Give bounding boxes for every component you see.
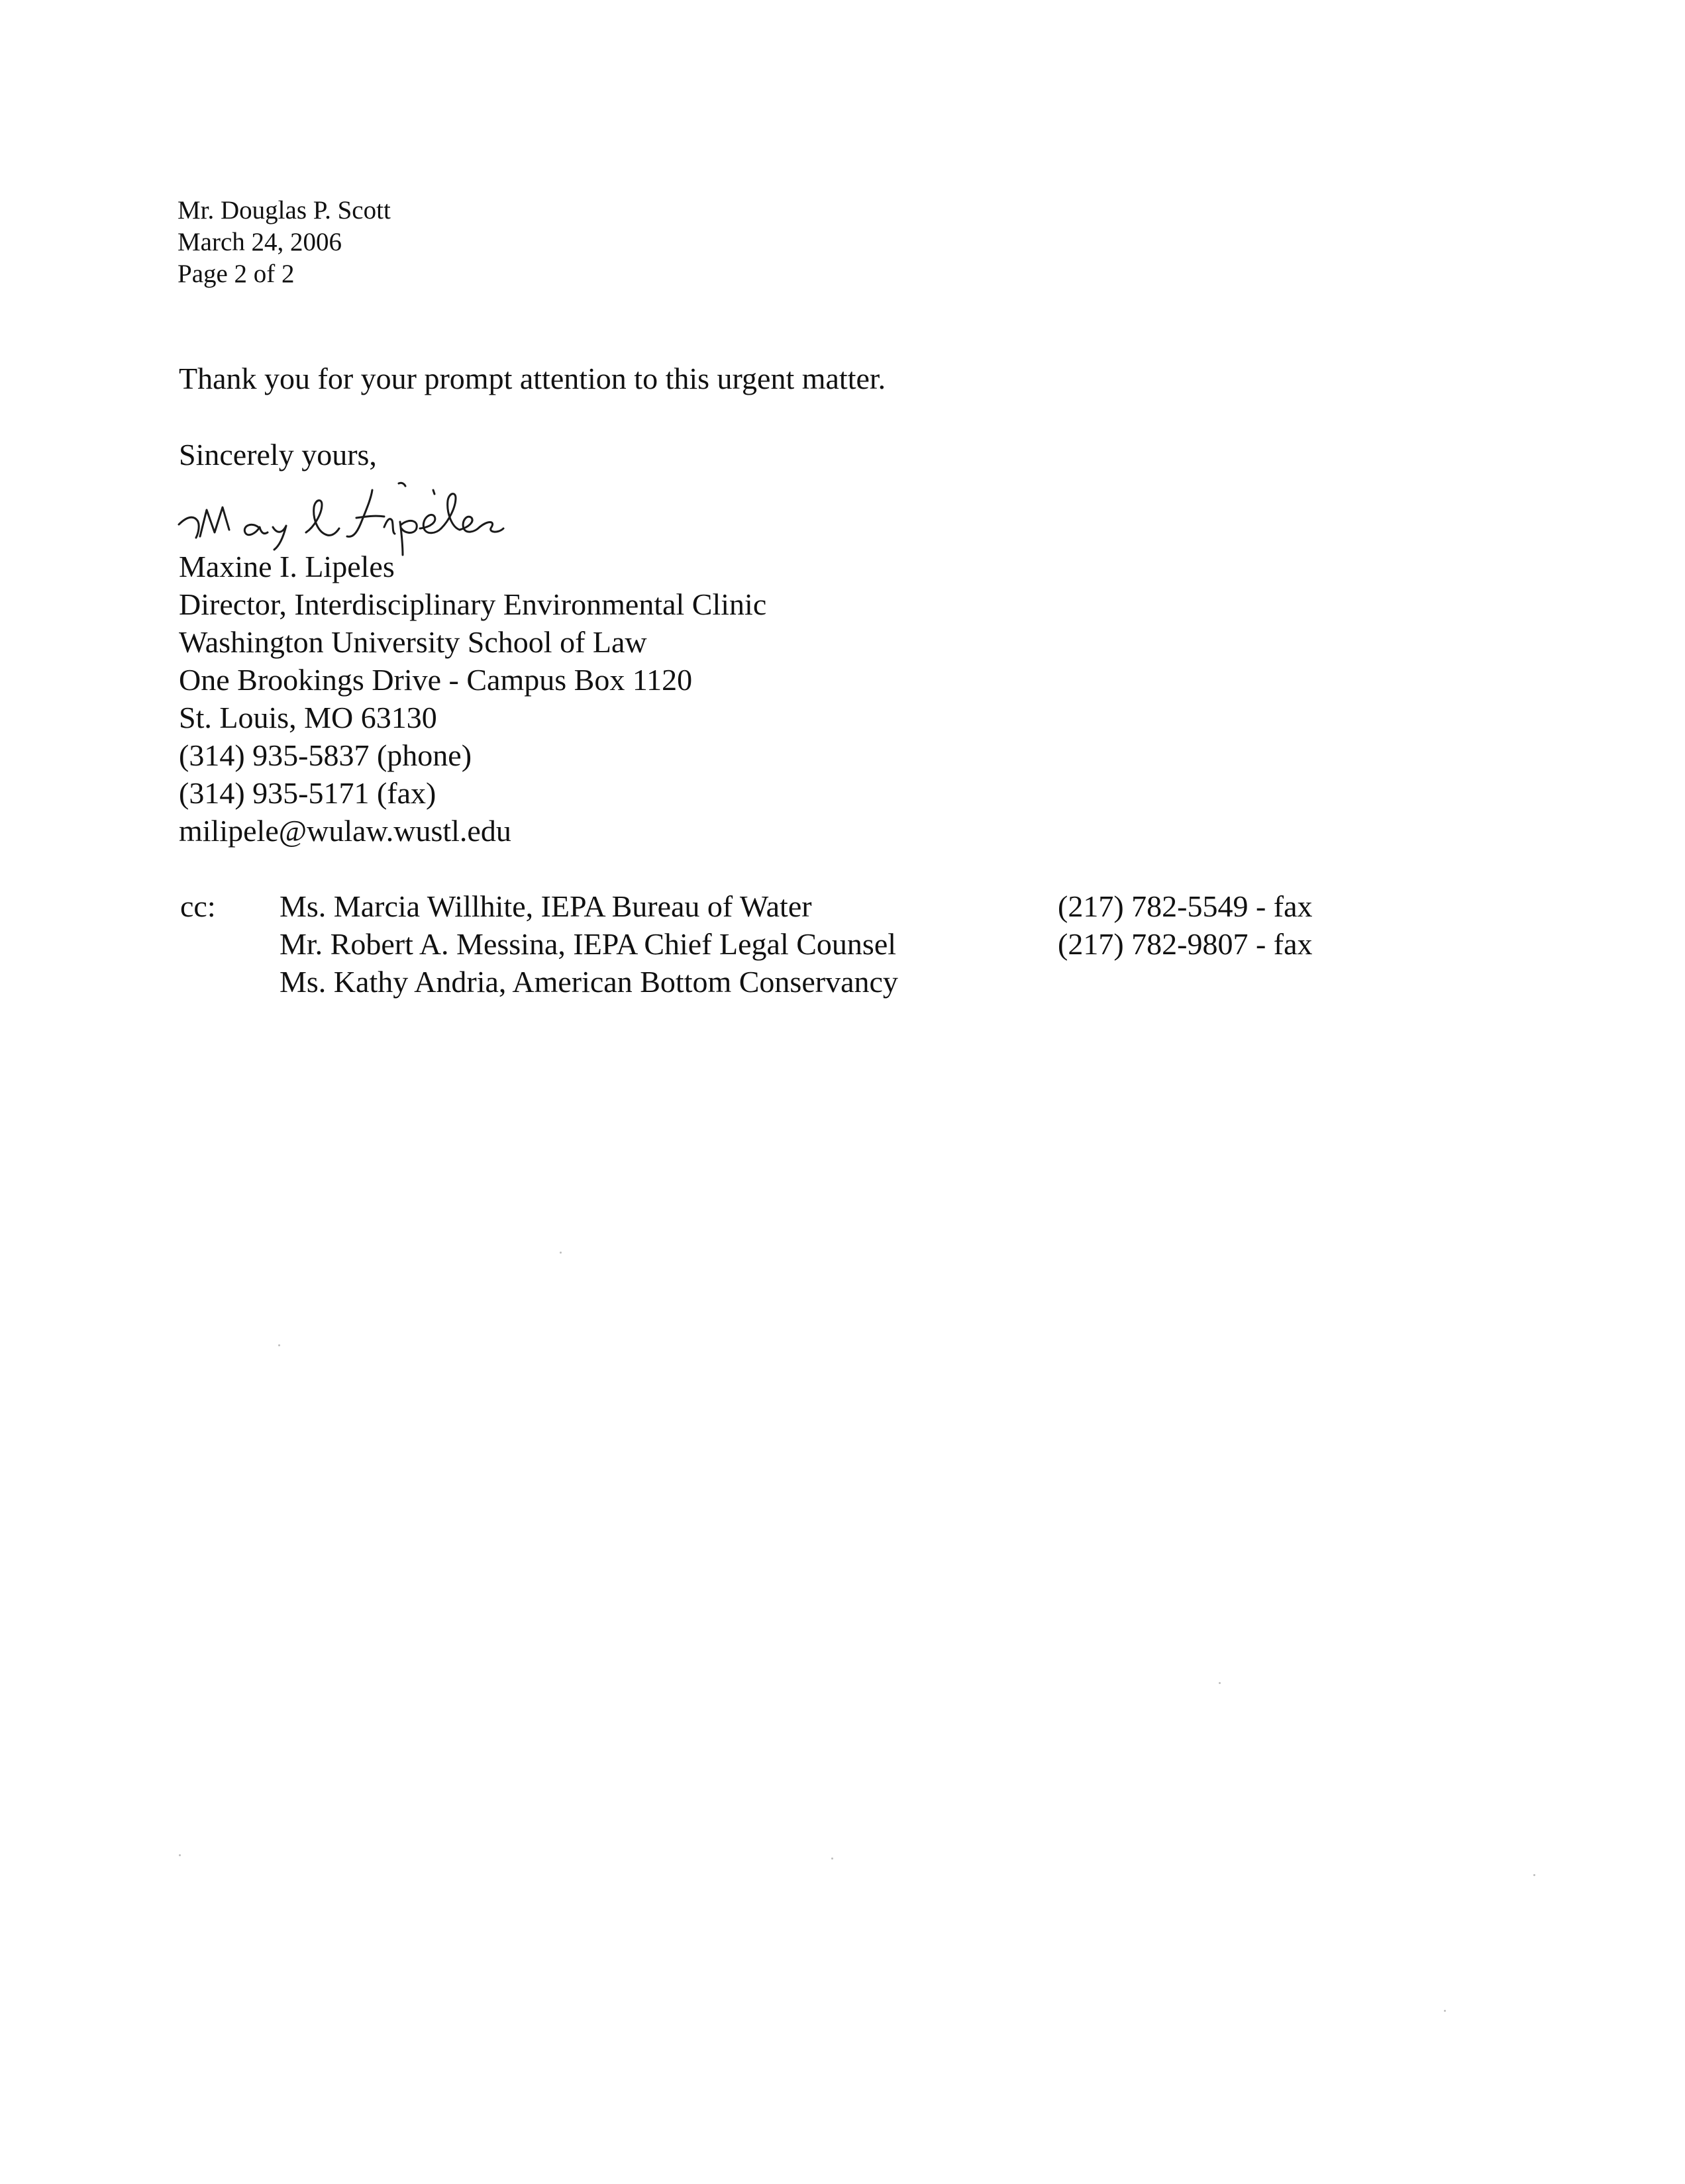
cc-recipient-name: Ms. Kathy Andria, American Bottom Conservancy xyxy=(280,965,898,999)
signer-block xyxy=(179,548,766,850)
signer-street-address: One Brookings Drive - Campus Box 1120 xyxy=(179,663,693,697)
signer-city: St. Louis, MO 63130 xyxy=(179,701,437,734)
signer-title: Director, Interdisciplinary Environmental Clinic xyxy=(179,587,767,621)
signer-institution: Washington University School of Law xyxy=(179,625,647,659)
header-date: March 24, 2006 xyxy=(178,228,342,256)
thanks-paragraph: Thank you for your prompt attention to this urgent matter. xyxy=(179,362,886,395)
header-recipient: Mr. Douglas P. Scott xyxy=(178,196,391,224)
signer-phone: (314) 935-5837 (phone) xyxy=(179,738,472,772)
cc-recipient-list xyxy=(280,887,898,1001)
closing-line: Sincerely yours, xyxy=(179,438,377,472)
cc-recipient-fax: (217) 782-9807 - fax xyxy=(1058,927,1313,961)
scan-speck xyxy=(831,1858,833,1860)
cc-label: cc: xyxy=(180,889,216,923)
cc-recipient-name: Ms. Marcia Willhite, IEPA Bureau of Water xyxy=(280,889,812,923)
scan-speck xyxy=(560,1252,562,1254)
scan-speck xyxy=(179,1854,181,1856)
cc-recipient-fax: (217) 782-5549 - fax xyxy=(1058,889,1313,923)
cc-fax-list xyxy=(1058,887,1313,1001)
page-header xyxy=(178,195,391,290)
header-page-number: Page 2 of 2 xyxy=(178,260,295,288)
scan-speck xyxy=(1444,2010,1446,2012)
scan-speck xyxy=(1533,1874,1535,1876)
signer-fax: (314) 935-5171 (fax) xyxy=(179,776,436,810)
cc-recipient-fax xyxy=(1058,963,1313,1001)
scan-speck xyxy=(278,1344,280,1346)
cc-recipient-name: Mr. Robert A. Messina, IEPA Chief Legal Counsel xyxy=(280,927,897,961)
signer-email: milipele@wulaw.wustl.edu xyxy=(179,814,511,848)
signer-name: Maxine I. Lipeles xyxy=(179,550,395,583)
scan-speck xyxy=(1219,1682,1221,1684)
